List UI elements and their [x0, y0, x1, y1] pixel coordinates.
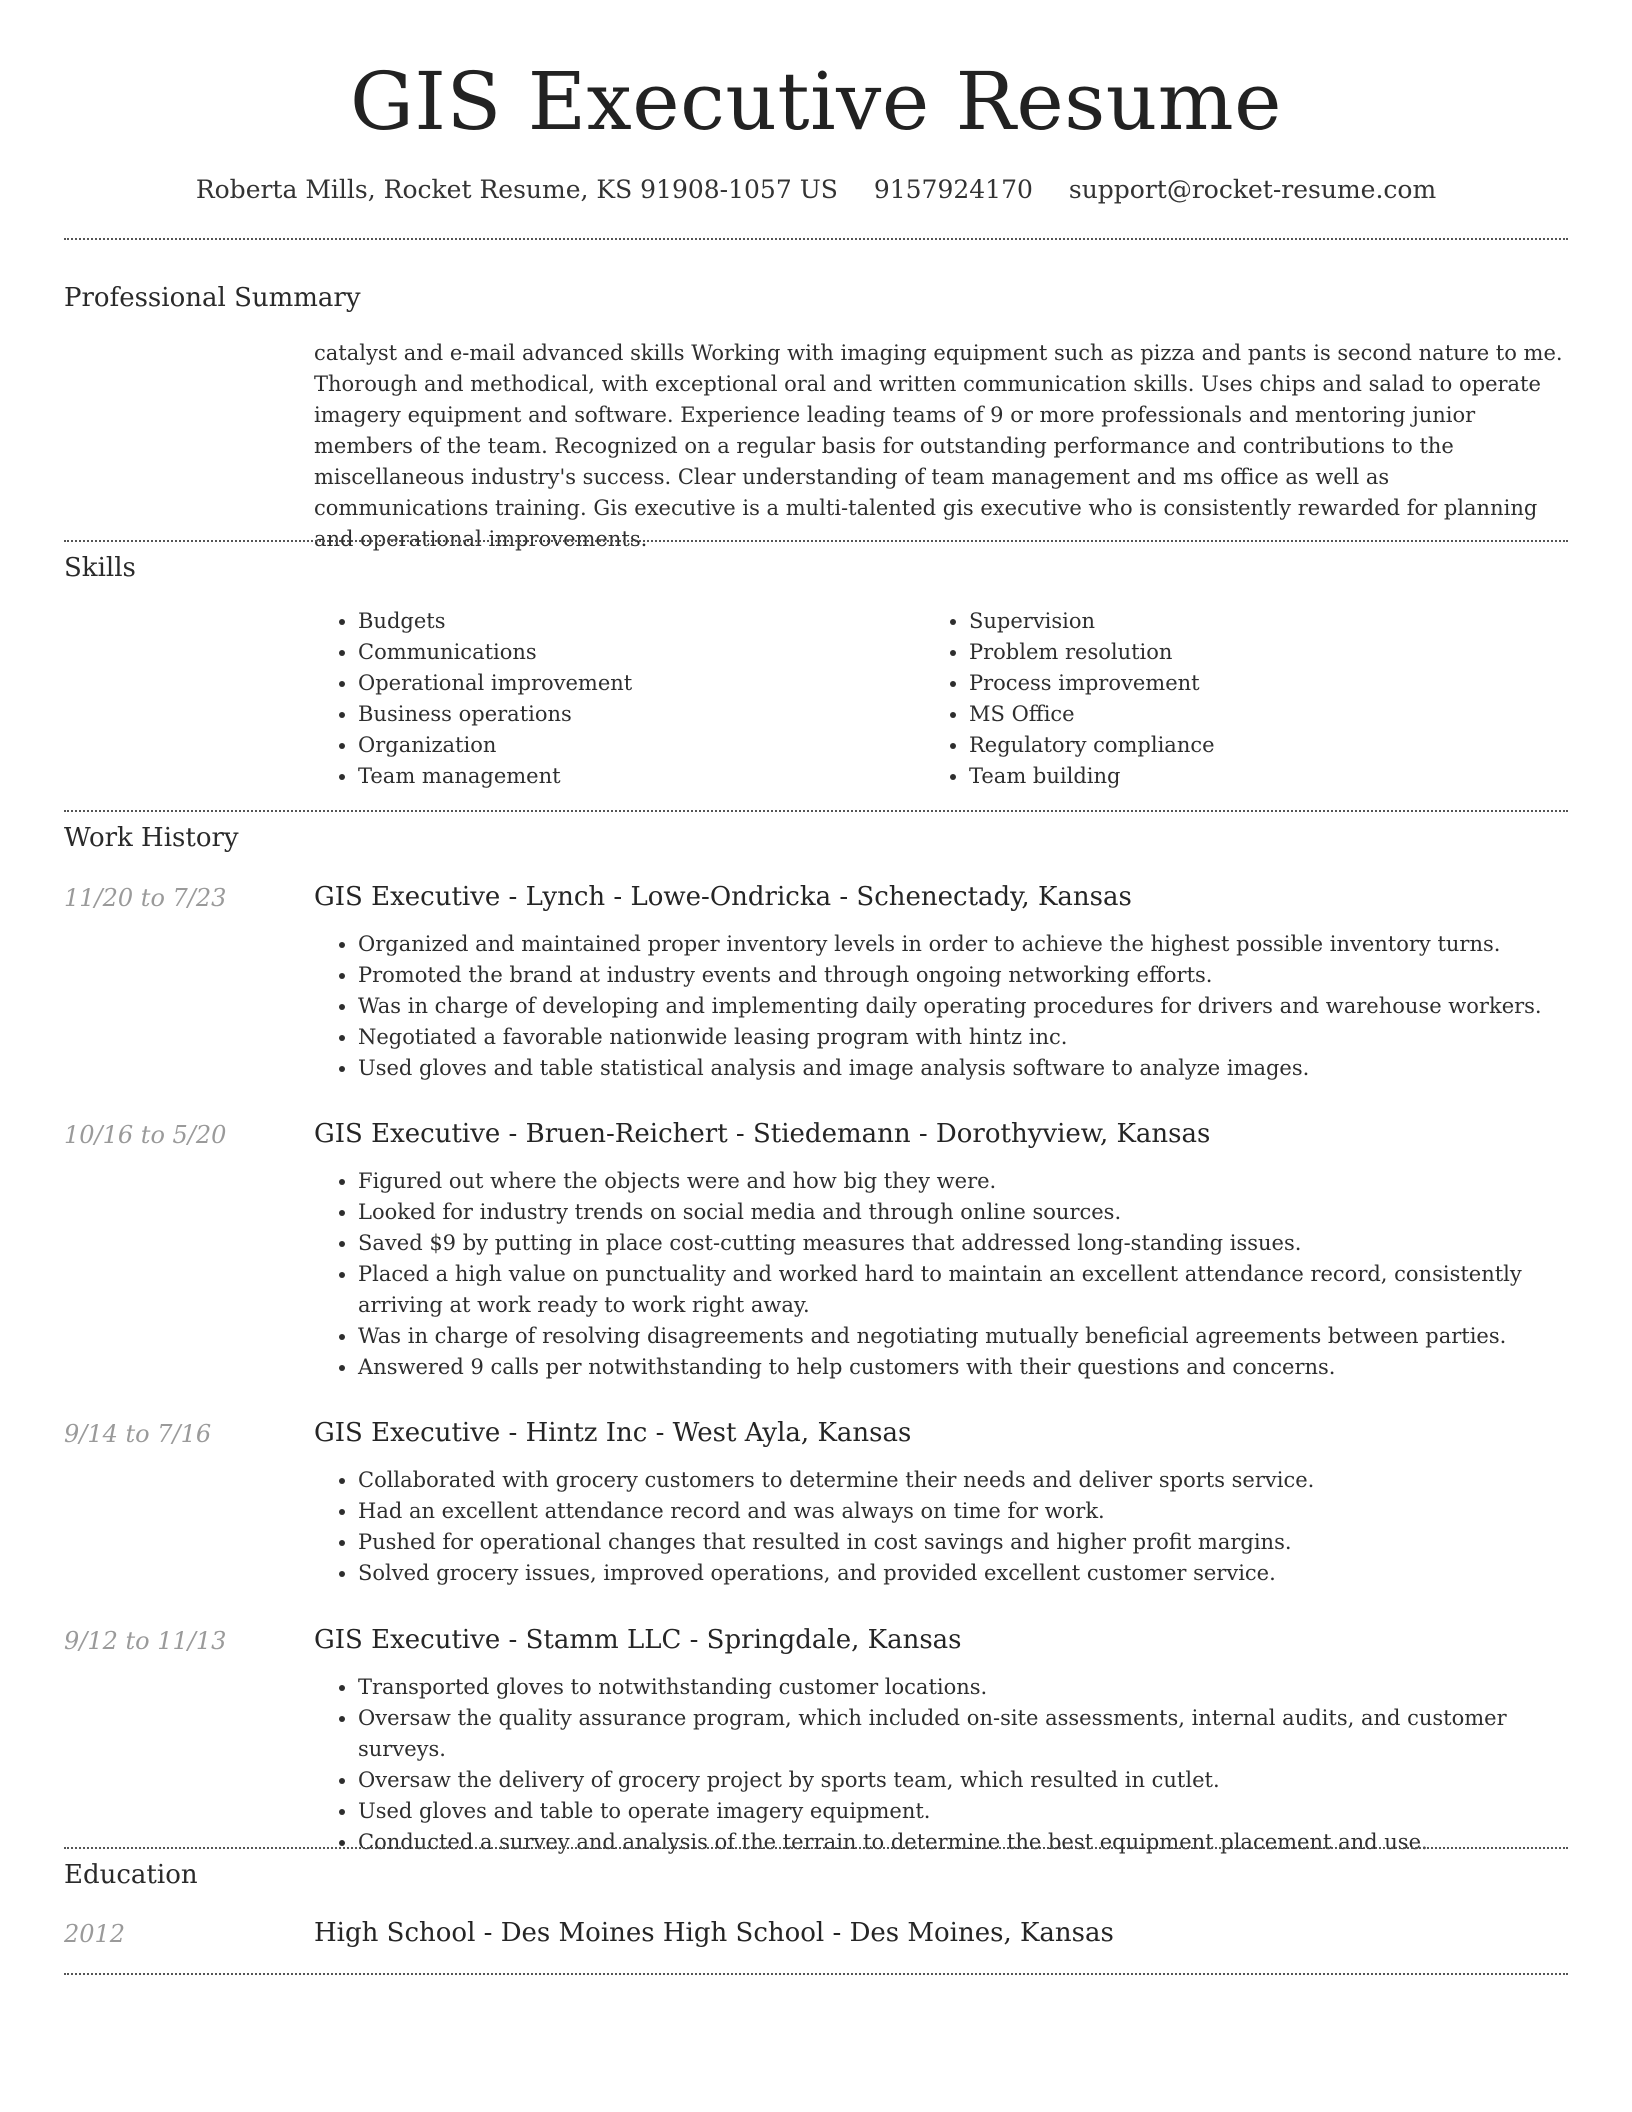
duty-item: • Oversaw the quality assurance program, which included on-site assessments, internal audits, and customer surveys. [358, 1703, 1568, 1765]
job-dates: 9/14 to 7/16 [64, 1420, 212, 1448]
skill-item: • MS Office [969, 699, 1525, 730]
work-history-heading: Work History [64, 823, 239, 853]
skill-item: • Problem resolution [969, 637, 1525, 668]
skills-list-right [925, 606, 1525, 792]
job-duties [314, 1465, 1568, 1589]
job-duties [314, 1672, 1568, 1858]
duty-item: • Answered 9 calls per notwithstanding to help customers with their questions and concerns. [358, 1352, 1568, 1383]
contact-email: support@rocket-resume.com [1068, 175, 1437, 204]
summary-section [314, 338, 1568, 555]
job-title: GIS Executive - Lynch - Lowe-Ondricka - Schenectady, Kansas [314, 882, 1132, 912]
skill-item: • Operational improvement [358, 668, 914, 699]
duty-item: • Oversaw the delivery of grocery project by sports team, which resulted in cutlet. [358, 1765, 1568, 1796]
duty-item: • Collaborated with grocery customers to determine their needs and deliver sports service. [358, 1465, 1568, 1496]
divider [64, 1847, 1568, 1849]
duty-item: • Was in charge of resolving disagreements and negotiating mutually beneficial agreements between parties. [358, 1321, 1568, 1352]
contact-line [64, 170, 1568, 210]
duty-item: • Saved $9 by putting in place cost-cutting measures that addressed long-standing issues. [358, 1228, 1568, 1259]
duty-item: • Conducted a survey and analysis of the terrain to determine the best equipment placement and use. [358, 1827, 1568, 1858]
education-title: High School - Des Moines High School - Des Moines, Kansas [314, 1918, 1114, 1948]
duty-item: • Looked for industry trends on social media and through online sources. [358, 1197, 1568, 1228]
duty-item: • Solved grocery issues, improved operations, and provided excellent customer service. [358, 1558, 1568, 1589]
skill-item: • Process improvement [969, 668, 1525, 699]
duty-item: • Used gloves and table statistical analysis and image analysis software to analyze images. [358, 1053, 1568, 1084]
job-title: GIS Executive - Stamm LLC - Springdale, Kansas [314, 1625, 962, 1655]
skill-item: • Team building [969, 761, 1525, 792]
divider [64, 1973, 1568, 1975]
education-dates: 2012 [64, 1920, 126, 1948]
duty-item: • Used gloves and table to operate imagery equipment. [358, 1796, 1568, 1827]
job-duties [314, 1166, 1568, 1383]
skill-item: • Regulatory compliance [969, 730, 1525, 761]
skills-column-left [314, 606, 914, 792]
job-duties [314, 929, 1568, 1084]
job-dates: 9/12 to 11/13 [64, 1627, 227, 1655]
skills-column-right [925, 606, 1525, 792]
skill-item: • Organization [358, 730, 914, 761]
duty-item: • Pushed for operational changes that resulted in cost savings and higher profit margins. [358, 1527, 1568, 1558]
skills-section [314, 606, 1568, 796]
education-heading: Education [64, 1860, 198, 1890]
divider [64, 810, 1568, 812]
summary-heading: Professional Summary [64, 283, 361, 313]
skill-item: • Business operations [358, 699, 914, 730]
contact-phone: 9157924170 [873, 175, 1033, 204]
job-title: GIS Executive - Hintz Inc - West Ayla, Kansas [314, 1418, 912, 1448]
contact-address: Roberta Mills, Rocket Resume, KS 91908-1057 US [195, 175, 838, 204]
resume-title: GIS Executive Resume [350, 55, 1282, 148]
duty-item: • Figured out where the objects were and how big they were. [358, 1166, 1568, 1197]
skill-item: • Supervision [969, 606, 1525, 637]
job-title: GIS Executive - Bruen-Reichert - Stiedemann - Dorothyview, Kansas [314, 1119, 1211, 1149]
summary-text: catalyst and e-mail advanced skills Working with imaging equipment such as pizza and pants is second nature to me. Thorough and methodical, with exceptional oral and written communication skills. Uses chips and salad to operate imagery equipment and software. Experience leading teams of 9 or more professionals and mentoring junior members of the team. Recognized on a regular basis for outstanding performance and contributions to the miscellaneous industry's success. Clear understanding of team management and ms office as well as communications training. Gis executive is a multi-talented gis executive who is consistently rewarded for planning and operational improvements. [314, 341, 1563, 551]
duty-item: • Transported gloves to notwithstanding customer locations. [358, 1672, 1568, 1703]
job-dates: 11/20 to 7/23 [64, 884, 227, 912]
duty-item: • Was in charge of developing and implementing daily operating procedures for drivers and warehouse workers. [358, 991, 1568, 1022]
skill-item: • Team management [358, 761, 914, 792]
divider [64, 238, 1568, 240]
skill-item: • Budgets [358, 606, 914, 637]
divider [64, 540, 1568, 542]
duty-item: • Negotiated a favorable nationwide leasing program with hintz inc. [358, 1022, 1568, 1053]
skills-list-left [314, 606, 914, 792]
skills-heading: Skills [64, 553, 136, 583]
duty-item: • Promoted the brand at industry events and through ongoing networking efforts. [358, 960, 1568, 991]
job-dates: 10/16 to 5/20 [64, 1121, 227, 1149]
skill-item: • Communications [358, 637, 914, 668]
duty-item: • Had an excellent attendance record and was always on time for work. [358, 1496, 1568, 1527]
duty-item: • Organized and maintained proper inventory levels in order to achieve the highest possible inventory turns. [358, 929, 1568, 960]
duty-item: • Placed a high value on punctuality and worked hard to maintain an excellent attendance record, consistently arriving at work ready to work right away. [358, 1259, 1568, 1321]
